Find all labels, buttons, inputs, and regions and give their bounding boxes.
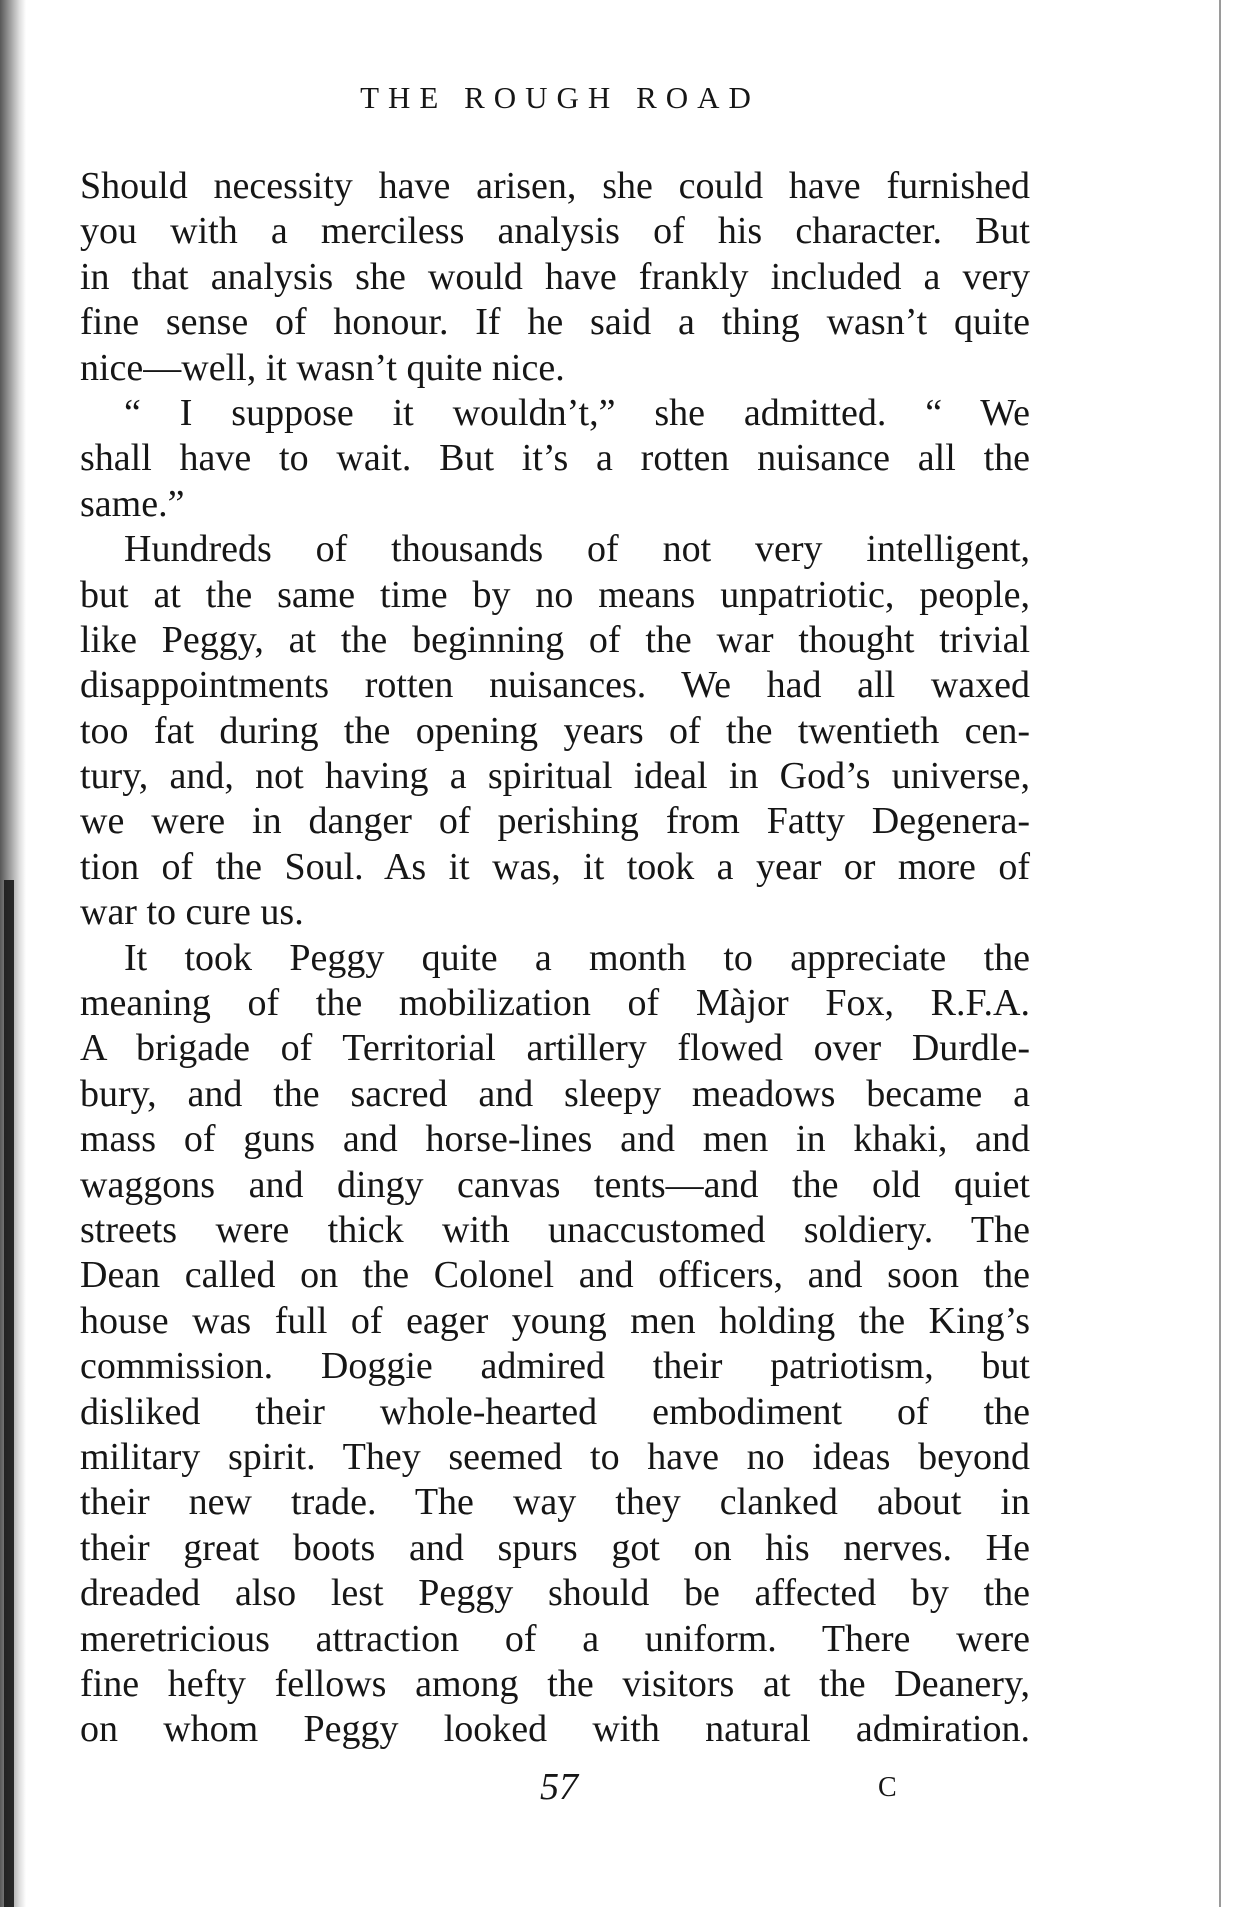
text-line: their great boots and spurs got on his nerves. He [80, 1526, 1030, 1569]
text-line: military spirit. They seemed to have no ideas beyond [80, 1435, 1030, 1478]
binding-edge [4, 880, 14, 1907]
text-line: A brigade of Territorial artillery flowed over Durdle- [80, 1027, 1030, 1070]
text-line: meretricious attraction of a uniform. There were [80, 1617, 1030, 1660]
text-line: we were in danger of perishing from Fatty Degenera- [80, 800, 1030, 843]
text-line: dreaded also lest Peggy should be affected by the [80, 1572, 1030, 1615]
text-line: tury, and, not having a spiritual ideal in God’s universe, [80, 755, 1030, 798]
text-line: like Peggy, at the beginning of the war thought trivial [80, 618, 1030, 661]
text-line: their new trade. The way they clanked about in [80, 1481, 1030, 1524]
text-line: meaning of the mobilization of Màjor Fox, R.F.A. [80, 982, 1030, 1025]
text-line: bury, and the sacred and sleepy meadows became a [80, 1072, 1030, 1115]
signature-mark: C [878, 1772, 897, 1803]
text-line: streets were thick with unaccustomed soldiery. The [80, 1208, 1030, 1251]
text-line: tion of the Soul. As it was, it took a year or more of [80, 845, 1030, 888]
text-line: commission. Doggie admired their patriotism, but [80, 1345, 1030, 1388]
text-line: same.” [80, 482, 185, 525]
text-line: Dean called on the Colonel and officers, and soon the [80, 1254, 1030, 1297]
text-line: war to cure us. [80, 891, 304, 934]
page-edge-rule [1219, 0, 1221, 1907]
text-line: mass of guns and horse-lines and men in khaki, and [80, 1118, 1030, 1161]
text-line: you with a merciless analysis of his character. But [80, 210, 1030, 253]
text-line: in that analysis she would have frankly included a very [80, 255, 1030, 298]
text-line: house was full of eager young men holding the King’s [80, 1299, 1030, 1342]
text-line: on whom Peggy looked with natural admiration. [80, 1708, 1030, 1751]
text-line: Hundreds of thousands of not very intelligent, [124, 528, 1030, 571]
running-head: THE ROUGH ROAD [360, 80, 760, 115]
text-line: fine sense of honour. If he said a thing wasn’t quite [80, 301, 1030, 344]
text-line: too fat during the opening years of the twentieth cen- [80, 709, 1030, 752]
page-number: 57 [540, 1766, 578, 1808]
text-line: shall have to wait. But it’s a rotten nuisance all the [80, 437, 1030, 480]
text-line: “ I suppose it wouldn’t,” she admitted. “ We [124, 391, 1030, 434]
text-line: disappointments rotten nuisances. We had all waxed [80, 664, 1030, 707]
text-line: disliked their whole-hearted embodiment of the [80, 1390, 1030, 1433]
text-line: nice—well, it wasn’t quite nice. [80, 346, 565, 389]
text-line: waggons and dingy canvas tents—and the old quiet [80, 1163, 1030, 1206]
text-line: It took Peggy quite a month to appreciate the [124, 936, 1030, 979]
text-line: fine hefty fellows among the visitors at the Deanery, [80, 1662, 1030, 1705]
text-line: but at the same time by no means unpatriotic, people, [80, 573, 1030, 616]
body-text [80, 164, 1030, 1753]
text-line: Should necessity have arisen, she could have furnished [80, 165, 1030, 207]
